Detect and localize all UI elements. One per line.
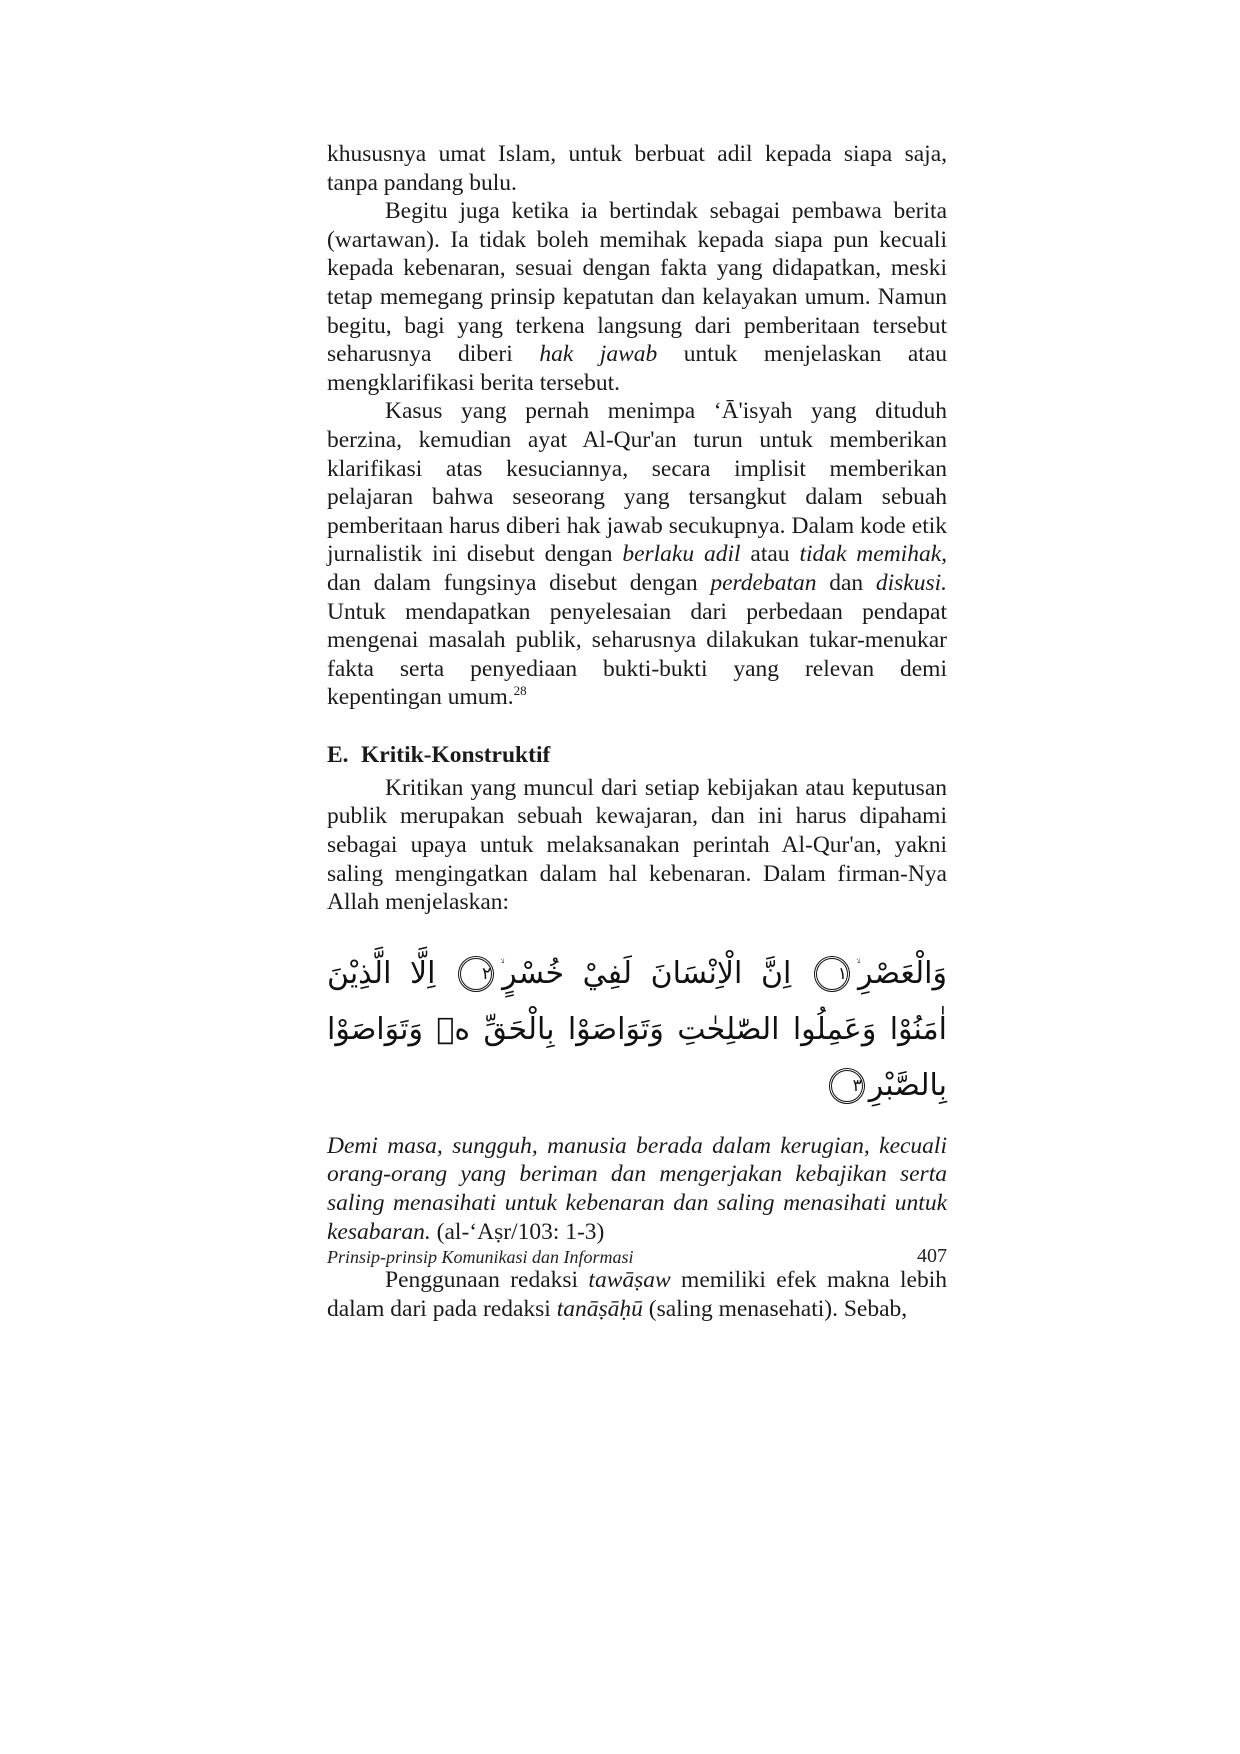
- section-label: E.: [327, 741, 349, 768]
- term-diskusi: diskusi.: [875, 569, 947, 596]
- paragraph-3-text-4: dan: [816, 569, 876, 596]
- verse-text-1: وَالْعَصْرِ: [857, 955, 947, 991]
- paragraph-1: khususnya umat Islam, untuk berbuat adil kepada siapa saja, tanpa pandang bulu.: [327, 141, 947, 196]
- paragraph-3-text-3: dan dalam fungsinya disebut dengan: [327, 569, 711, 596]
- paragraph-2: [327, 197, 947, 397]
- paragraph-5: [327, 1266, 947, 1323]
- term-tawasaw: tawāṣaw: [588, 1267, 671, 1294]
- term-tanasahu: tanāṣāḥū: [556, 1295, 643, 1322]
- paragraph-5-text-1: Penggunaan redaksi: [385, 1267, 589, 1294]
- term-tidak-memihak: tidak memihak,: [799, 541, 948, 568]
- ayah-number-marker: ٢: [458, 956, 494, 992]
- paragraph-4: Kritikan yang muncul dari setiap kebijakan atau keputusan publik merupakan sebuah kewajaran, dan ini harus dipahami sebagai upaya untuk melaksanakan perintah Al-Qur'an, yakni saling mengingatkan dalam hal kebenaran. Dalam firman-Nya Allah menjelaskan:: [327, 774, 947, 916]
- paragraph-3: [327, 397, 947, 712]
- paragraph-3-text-5: Untuk mendapatkan penyelesaian dari perbedaan pendapat mengenai masalah publik, seharusnya dilakukan tukar-menukar fakta serta penyediaan bukti-bukti yang relevan demi kepentingan umum.: [327, 598, 947, 711]
- footnote-marker[interactable]: 28: [513, 683, 527, 699]
- page-body: [327, 140, 947, 1323]
- ayah-number-marker: ٣: [829, 1068, 865, 1104]
- verse-text-2: اِنَّ الْاِنْسَانَ لَفِيْ خُسْرٍ: [502, 955, 792, 991]
- section-title: Kritik-Konstruktif: [361, 741, 551, 768]
- section-heading: [327, 740, 947, 770]
- verse-reference: (al-‘Aṣr/103: 1-3): [436, 1218, 605, 1245]
- term-perdebatan: perdebatan: [710, 569, 817, 596]
- term-berlaku-adil: berlaku adil: [622, 541, 741, 568]
- paragraph-3-text-2: atau: [740, 541, 800, 568]
- term-hak-jawab: hak jawab: [539, 341, 658, 368]
- paragraph-2-text-a: Begitu juga ketika ia bertindak sebagai pembawa berita (wartawan). Ia tidak boleh memihak kepada siapa pun kecuali kepada kebenaran, sesuai dengan fakta yang didapatkan, meski tetap memegang prinsip kepatutan dan kelayakan umum. Namun begitu, bagi yang terkena langsung dari pemberitaan tersebut seharusnya diberi: [327, 198, 947, 368]
- paragraph-5-text-2: memiliki efek makna lebih dalam dari pada redaksi: [327, 1267, 947, 1322]
- paragraph-5-text-3: (saling menasehati). Sebab,: [642, 1295, 908, 1322]
- verse-translation: [327, 1132, 947, 1246]
- running-footer-title: Prinsip-prinsip Komunikasi dan Informasi: [327, 1247, 634, 1267]
- translation-text: Demi masa, sungguh, manusia berada dalam kerugian, kecuali orang-orang yang beriman dan mengerjakan kebajikan serta saling menasihati untuk kebenaran dan saling menasihati untuk kesabaran.: [327, 1132, 947, 1245]
- paragraph-2-text-b: untuk menjelaskan atau mengklarifikasi berita tersebut.: [327, 341, 947, 396]
- ayah-number-marker: ١: [814, 956, 850, 992]
- verse-text-3: اِلَّا الَّذِيْنَ اٰمَنُوْا وَعَمِلُوا الصّٰلِحٰتِ وَتَوَاصَوْا بِالْحَقِّ ەۙ وَتَوَاصَوْا بِالصَّبْرِ: [327, 955, 947, 1103]
- quran-verse: [327, 939, 947, 1114]
- paragraph-3-text-1: Kasus yang pernah menimpa ‘Ā'isyah yang dituduh berzina, kemudian ayat Al-Qur'an turun untuk memberikan klarifikasi atas kesuciannya, secara implisit memberikan pelajaran bahwa seseorang yang tersangkut dalam sebuah pemberitaan harus diberi hak jawab secukupnya. Dalam kode etik jurnalistik ini disebut dengan: [327, 398, 947, 568]
- page-number: 407: [917, 1245, 947, 1267]
